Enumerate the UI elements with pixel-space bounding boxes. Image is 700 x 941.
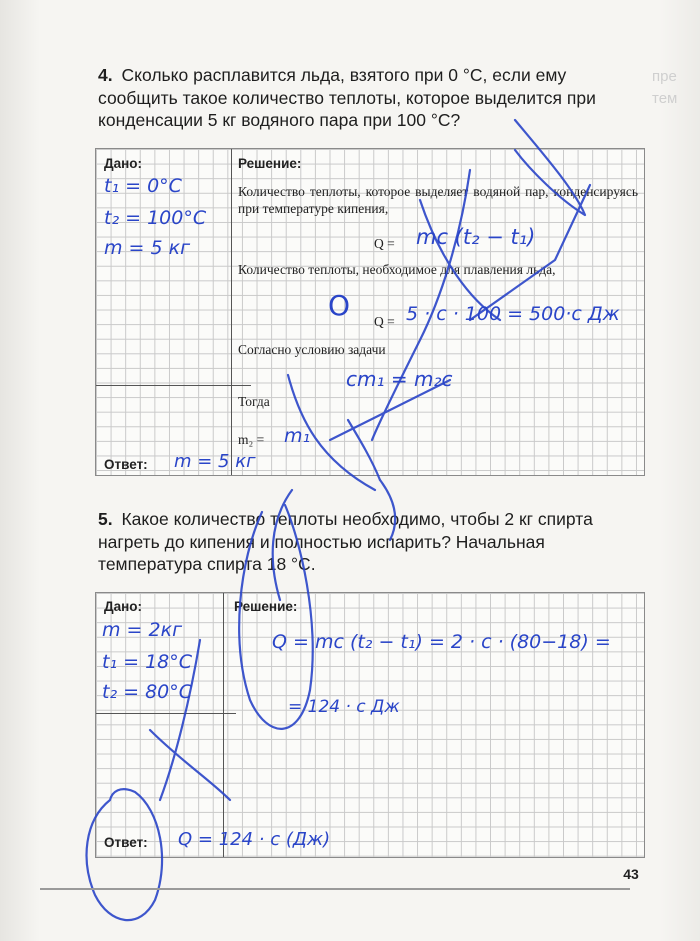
given-value: t₁ = 0°C xyxy=(104,175,182,197)
bleed-through-text: тем xyxy=(652,90,678,107)
given-label: Дано: xyxy=(104,156,143,171)
ink-stroke xyxy=(330,380,450,440)
solution-text: Количество теплоты, необходимое для плавления льда, xyxy=(238,262,556,277)
task-number: 5. xyxy=(98,509,113,529)
handwritten-mark: O xyxy=(328,289,351,322)
footer-rule xyxy=(40,888,630,890)
task-text: Сколько расплавится льда, взятого при 0 °С, если ему сообщить такое количество теплоты, которое выделится при конденсации 5 кг водяного пара при 100 °С? xyxy=(98,65,596,130)
given-value: t₂ = 100°C xyxy=(104,207,207,229)
task-text: Какое количество теплоты необходимо, чтобы 2 кг спирта нагреть до кипения и полностью испарить? Начальная температура спирта 18 °С. xyxy=(98,509,593,574)
ink-stroke xyxy=(87,789,162,920)
given-value: m = 2кг xyxy=(102,619,183,641)
handwritten-equation: cm₁ = m₂c xyxy=(346,367,453,391)
given-value: m = 5 кг xyxy=(104,237,191,259)
given-value: t₂ = 80°C xyxy=(102,681,193,703)
solution-text: Согласно условию задачи xyxy=(238,342,386,357)
ink-stroke xyxy=(348,420,380,480)
formula-prefix: Q = xyxy=(374,236,395,251)
ink-stroke xyxy=(420,200,500,320)
ink-stroke xyxy=(380,480,395,540)
bleed-through-text: пре xyxy=(652,68,677,85)
solution-label: Решение: xyxy=(238,156,302,171)
ink-stroke xyxy=(273,490,292,600)
solution-text: Тогда xyxy=(238,394,270,409)
given-value: t₁ = 18°C xyxy=(102,651,193,673)
solution-text: Количество теплоты, которое выделяет водяной пар, конденсируясь при температуре кипения, xyxy=(238,184,638,216)
ink-stroke xyxy=(372,170,470,440)
given-label: Дано: xyxy=(104,599,143,614)
handwritten-formula: mc (t₂ − t₁) xyxy=(416,225,536,249)
formula-prefix: m₂ = xyxy=(238,432,265,447)
ink-stroke xyxy=(515,120,585,215)
handwritten-formula: 5 · c · 100 = 500·c Дж xyxy=(406,303,620,325)
handwritten-formula: m₁ xyxy=(284,425,311,447)
page-number: 43 xyxy=(616,864,646,884)
task-number: 4. xyxy=(98,65,113,85)
answer-label: Ответ: xyxy=(104,457,148,472)
handwritten-solution: = 124 · c Дж xyxy=(288,697,400,717)
ink-stroke xyxy=(239,505,312,729)
handwritten-answer: Q = 124 · c (Дж) xyxy=(178,829,331,850)
ink-stroke xyxy=(288,375,375,490)
formula-prefix: Q = xyxy=(374,314,395,329)
ink-stroke xyxy=(150,730,230,800)
handwritten-answer: m = 5 кг xyxy=(174,451,256,472)
solution-label: Решение: xyxy=(234,599,298,614)
handwritten-solution: Q = mc (t₂ − t₁) = 2 · c · (80−18) = xyxy=(272,631,611,653)
answer-label: Ответ: xyxy=(104,835,148,850)
ink-stroke xyxy=(160,640,200,800)
